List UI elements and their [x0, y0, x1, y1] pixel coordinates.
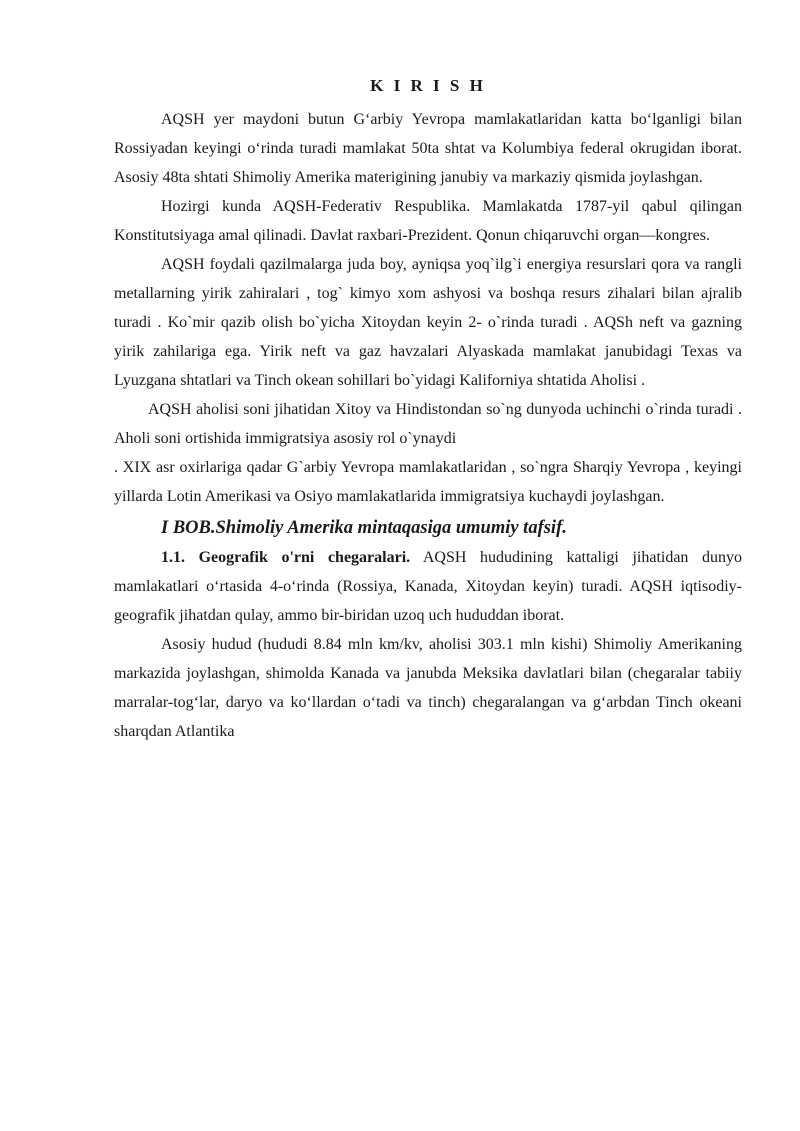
intro-paragraph-5: . XIX asr oxirlariga qadar G`arbiy Yevropa mamlakatlaridan , so`ngra Sharqiy Yevropa , keyingi yillarda Lotin Amerikasi va Osiyo mamlakatlarida immigratsiya kuchaydi joylashgan. [114, 459, 742, 505]
intro-paragraph-3: AQSH foydali qazilmalarga juda boy, ayniqsa yoq`ilg`i energiya resurslari qora va rangli metallarning yirik zahiralari , tog` kimyo xom ashyosi va boshqa resurs zihalari bilan ajralib turadi . Ko`mir qazib olish bo`yicha Xitoydan keyin 2- o`rinda turadi . AQSh neft va gazning yirik zahilariga ega. Yirik neft va gaz havzalari Alyaskada mamlakat janubidagi Texas va Lyuzgana shtatlari va Tinch okean sohillari bo`yidagi Kaliforniya shtatida Aholisi . [114, 256, 742, 389]
intro-paragraph-4: AQSH aholisi soni jihatidan Xitoy va Hindistondan so`ng dunyoda uchinchi o`rinda turadi . Aholi soni ortishida immigratsiya asosiy rol o`ynaydi [114, 401, 742, 447]
section-heading: 1.1. Geografik o'rni chegaralari. [161, 549, 411, 566]
intro-paragraph-2: Hozirgi kunda AQSH-Federativ Respublika. Mamlakatda 1787-yil qabul qilingan Konstitutsiyaga amal qilinadi. Davlat raxbari-Prezident. Qonun chiqaruvchi organ—kongres. [114, 198, 742, 244]
section-paragraph [114, 543, 742, 630]
section-paragraph-2: Asosiy hudud (hududi 8.84 mln km/kv, aholisi 303.1 mln kishi) Shimoliy Amerikaning markazida joylashgan, shimolda Kanada va janubda Meksika davlatlari bilan (chegaralar tabiiy marralar-tog‘lar, daryo va ko‘llardan o‘tadi va tinch) chegaralangan va g‘arbdan Tinch okeani sharqdan Atlantika [114, 636, 742, 740]
page-title: K I R I S H [370, 76, 486, 95]
intro-paragraph-1: AQSH yer maydoni butun G‘arbiy Yevropa mamlakatlaridan katta bo‘lganligi bilan Rossiyadan keyingi o‘rinda turadi mamlakat 50ta shtat va Kolumbiya federal okrugidan iborat. Asosiy 48ta shtati Shimoliy Amerika materigining janubiy va markaziy qismida joylashgan. [114, 111, 742, 186]
chapter-heading: I BOB.Shimoliy Amerika mintaqasiga umumiy tafsif. [161, 518, 567, 538]
section-text: AQSH hududining kattaligi jihatidan dunyo mamlakatlari o‘rtasida 4-o‘rinda (Rossiya, Kanada, Xitoydan keyin) turadi. AQSH iqtisodiy-geografik jihatdan qulay, ammo bir-biridan uzoq uch hududdan iborat. [114, 549, 743, 624]
